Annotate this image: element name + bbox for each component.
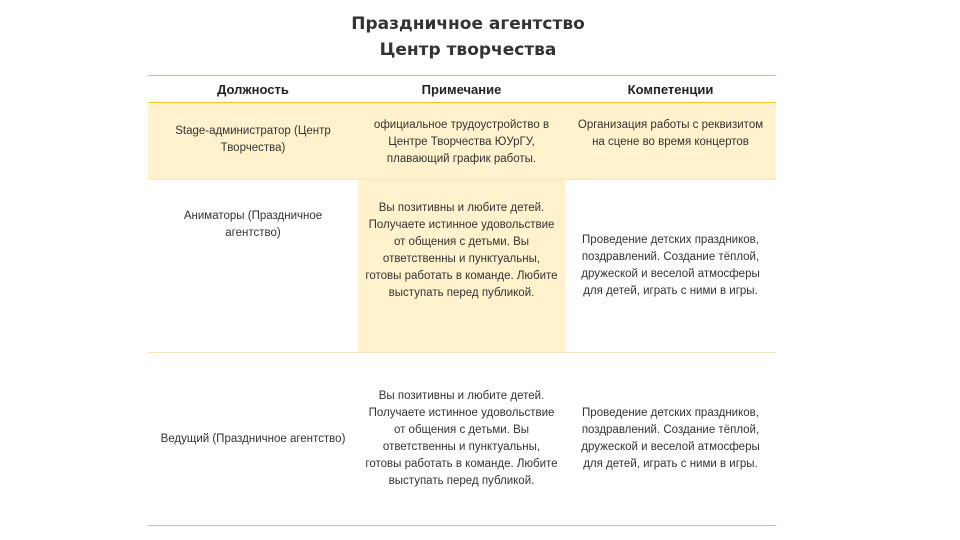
note-text: Вы позитивны и любите детей. Получаете истинное удовольствие от общения с детьми. Вы ответственны и пунктуальны, готовы работать в команде. Любите выступать перед публикой. [365,202,558,299]
competencies-text: Проведение детских праздников, поздравлений. Создание тёплой, дружеской и веселой атмосферы для детей, играть с ними в игры. [581,234,760,297]
table-row [148,179,776,352]
note-cell [358,103,565,179]
table-row [148,352,776,526]
table-row [148,103,776,179]
table-header-row [148,76,776,103]
header-position: Должность [217,81,289,97]
competencies-text: Организация работы с реквизитом на сцене во время концертов [577,119,764,148]
title-line-1: Праздничное агентство [351,14,585,34]
title-line-2: Центр творчества [379,40,557,60]
note-cell [358,353,565,525]
note-text: официальное трудоустройство в Центре Творчества ЮУрГУ, плавающий график работы. [373,119,550,165]
position-cell [148,103,358,179]
header-competencies: Компетенции [627,81,714,97]
position-cell [148,353,358,525]
competencies-cell [565,353,776,525]
position-text: Аниматоры (Праздничное агентство) [183,210,323,239]
note-cell [358,180,565,352]
page-title [0,11,936,63]
position-text: Stage-администратор (Центр Творчества) [175,125,331,154]
competencies-cell [565,180,776,352]
vacancies-table [148,75,776,526]
competencies-text: Проведение детских праздников, поздравлений. Создание тёплой, дружеской и веселой атмосферы для детей, играть с ними в игры. [581,407,760,470]
position-text: Ведущий (Праздничное агентство) [160,432,346,445]
position-cell [148,180,358,352]
header-note: Примечание [421,81,502,97]
note-text: Вы позитивны и любите детей. Получаете истинное удовольствие от общения с детьми. Вы ответственны и пунктуальны, готовы работать в команде. Любите выступать перед публикой. [365,390,558,487]
competencies-cell [565,103,776,179]
